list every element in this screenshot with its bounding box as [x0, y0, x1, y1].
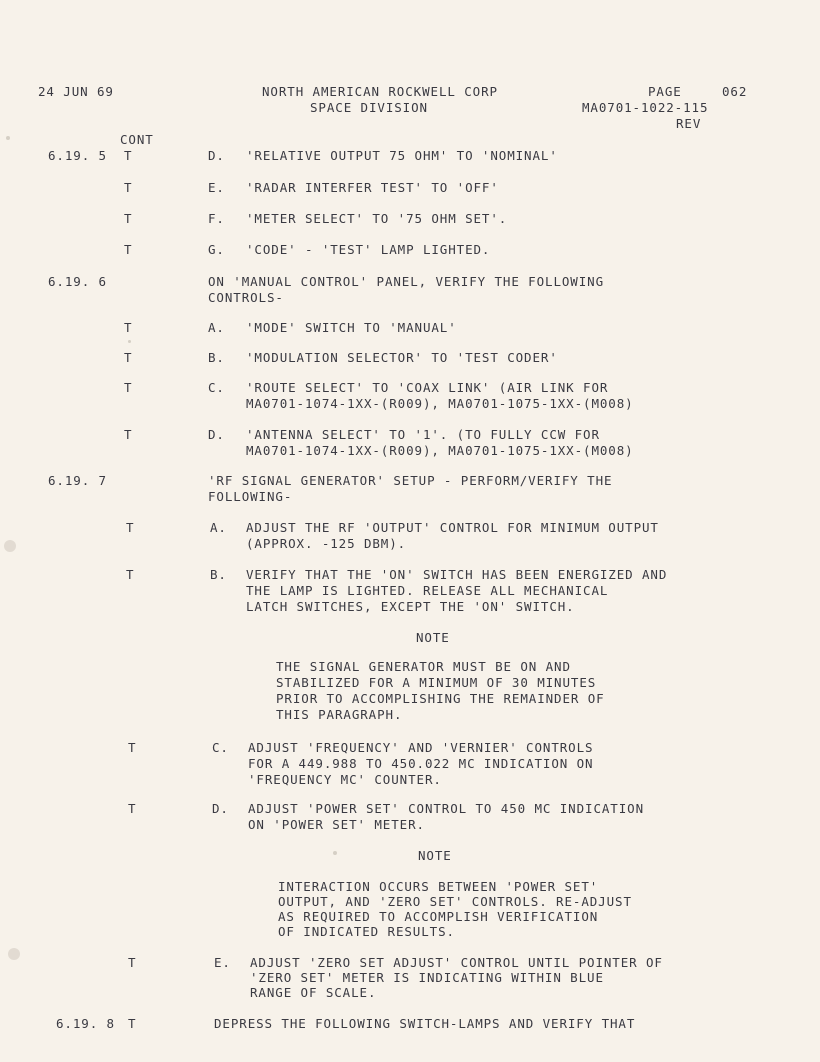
item-text: RANGE OF SCALE. [250, 985, 377, 1000]
step-number: 6.19. 8 [56, 1016, 115, 1031]
item-text: ADJUST 'ZERO SET ADJUST' CONTROL UNTIL POINTER OF [250, 955, 663, 970]
item-text: ADJUST 'POWER SET' CONTROL TO 450 MC INDICATION [248, 801, 645, 816]
note-line: THIS PARAGRAPH. [276, 707, 403, 722]
item-letter: B. [208, 350, 225, 365]
test-marker: T [124, 211, 133, 226]
page-speck [4, 540, 16, 552]
test-marker: T [124, 242, 133, 257]
item-text: 'MODULATION SELECTOR' TO 'TEST CODER' [246, 350, 558, 365]
cont-label: CONT [120, 132, 154, 147]
test-marker: T [124, 180, 133, 195]
page-speck [333, 851, 337, 855]
page-speck [128, 340, 131, 343]
page-speck [8, 948, 20, 960]
item-text: 'ZERO SET' METER IS INDICATING WITHIN BLUE [250, 970, 604, 985]
note-title: NOTE [418, 848, 452, 863]
item-letter: C. [212, 740, 229, 755]
note-line: THE SIGNAL GENERATOR MUST BE ON AND [276, 659, 571, 674]
item-text: ON 'POWER SET' METER. [248, 817, 425, 832]
item-text: MA0701-1074-1XX-(R009), MA0701-1075-1XX-(M008) [246, 443, 634, 458]
note-line: AS REQUIRED TO ACCOMPLISH VERIFICATION [278, 909, 599, 924]
step-number: 6.19. 5 [48, 148, 107, 163]
item-letter: D. [208, 148, 225, 163]
item-text: 'ROUTE SELECT' TO 'COAX LINK' (AIR LINK FOR [246, 380, 609, 395]
item-letter: G. [208, 242, 225, 257]
test-marker: T [126, 567, 135, 582]
test-marker: T [124, 427, 133, 442]
note-line: INTERACTION OCCURS BETWEEN 'POWER SET' [278, 879, 599, 894]
header-doc-number: MA0701-1022-115 [582, 100, 709, 115]
test-marker: T [128, 801, 137, 816]
note-line: OF INDICATED RESULTS. [278, 924, 455, 939]
note-title: NOTE [416, 630, 450, 645]
item-letter: F. [208, 211, 225, 226]
test-marker: T [124, 380, 133, 395]
test-marker: T [124, 320, 133, 335]
item-letter: E. [214, 955, 231, 970]
item-text: ADJUST THE RF 'OUTPUT' CONTROL FOR MINIMUM OUTPUT [246, 520, 659, 535]
item-text: 'FREQUENCY MC' COUNTER. [248, 772, 442, 787]
step-number: 6.19. 6 [48, 274, 107, 289]
test-marker: T [124, 350, 133, 365]
item-text: 'CODE' - 'TEST' LAMP LIGHTED. [246, 242, 491, 257]
step-number: 6.19. 7 [48, 473, 107, 488]
item-text: (APPROX. -125 DBM). [246, 536, 407, 551]
test-marker: T [128, 740, 137, 755]
section-intro: 'RF SIGNAL GENERATOR' SETUP - PERFORM/VERIFY THE [208, 473, 613, 488]
header-rev: REV [676, 116, 702, 131]
item-text: 'METER SELECT' TO '75 OHM SET'. [246, 211, 508, 226]
note-line: OUTPUT, AND 'ZERO SET' CONTROLS. RE-ADJUST [278, 894, 632, 909]
test-marker: T [124, 148, 133, 163]
item-text: THE LAMP IS LIGHTED. RELEASE ALL MECHANICAL [246, 583, 609, 598]
test-marker: T [128, 955, 137, 970]
item-letter: B. [210, 567, 227, 582]
note-line: PRIOR TO ACCOMPLISHING THE REMAINDER OF [276, 691, 605, 706]
page-speck [6, 136, 10, 140]
test-marker: T [126, 520, 135, 535]
item-text: 'MODE' SWITCH TO 'MANUAL' [246, 320, 457, 335]
header-division: SPACE DIVISION [310, 100, 428, 115]
item-text: 'ANTENNA SELECT' TO '1'. (TO FULLY CCW FOR [246, 427, 600, 442]
item-letter: D. [208, 427, 225, 442]
section-intro: FOLLOWING- [208, 489, 293, 504]
item-letter: E. [208, 180, 225, 195]
section-intro: CONTROLS- [208, 290, 284, 305]
header-date: 24 JUN 69 [38, 84, 114, 99]
test-marker: T [128, 1016, 137, 1031]
header-company: NORTH AMERICAN ROCKWELL CORP [262, 84, 498, 99]
item-letter: A. [208, 320, 225, 335]
item-text: LATCH SWITCHES, EXCEPT THE 'ON' SWITCH. [246, 599, 575, 614]
item-text: 'RADAR INTERFER TEST' TO 'OFF' [246, 180, 499, 195]
header-page-label: PAGE [648, 84, 682, 99]
item-text: ADJUST 'FREQUENCY' AND 'VERNIER' CONTROLS [248, 740, 594, 755]
item-text: FOR A 449.988 TO 450.022 MC INDICATION ON [248, 756, 594, 771]
note-line: STABILIZED FOR A MINIMUM OF 30 MINUTES [276, 675, 597, 690]
item-letter: D. [212, 801, 229, 816]
item-text: MA0701-1074-1XX-(R009), MA0701-1075-1XX-(M008) [246, 396, 634, 411]
item-letter: A. [210, 520, 227, 535]
header-page-number: 062 [722, 84, 748, 99]
item-text: VERIFY THAT THE 'ON' SWITCH HAS BEEN ENERGIZED AND [246, 567, 668, 582]
section-intro: ON 'MANUAL CONTROL' PANEL, VERIFY THE FOLLOWING [208, 274, 605, 289]
item-text: 'RELATIVE OUTPUT 75 OHM' TO 'NOMINAL' [246, 148, 558, 163]
item-text: DEPRESS THE FOLLOWING SWITCH-LAMPS AND VERIFY THAT [214, 1016, 636, 1031]
item-letter: C. [208, 380, 225, 395]
